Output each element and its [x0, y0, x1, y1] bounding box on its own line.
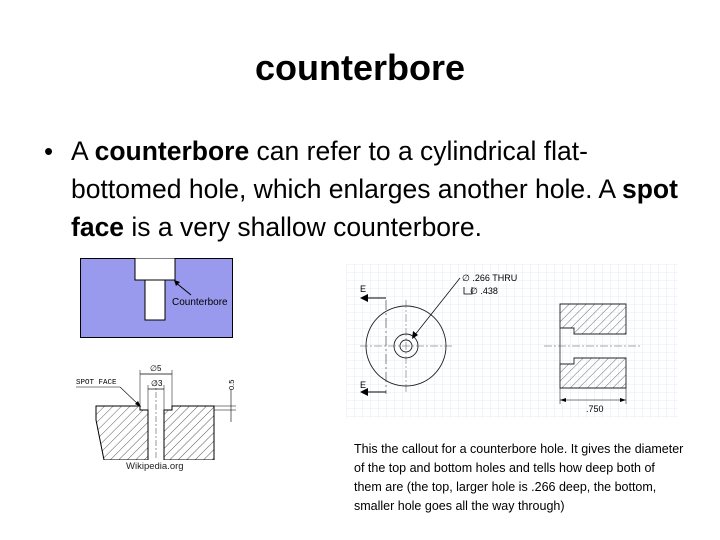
term-spot-face: spot face: [71, 174, 678, 242]
bullet-text-part1: A: [71, 136, 95, 166]
dim-length-label: .750: [586, 404, 604, 414]
term-counterbore: counterbore: [94, 136, 250, 166]
callout-line-1: ∅ .266 THRU: [462, 273, 518, 283]
spot-face-label: SPOT FACE: [76, 379, 117, 387]
drawing-grid-background: [346, 264, 678, 418]
bullet-text-part2: can refer to a cylindrical flat-bottomed hole, which enlarges another hole. A: [71, 136, 622, 204]
source-credit: Wikipedia.org: [126, 461, 184, 472]
bullet-text: [71, 132, 684, 246]
bullet-dot: •: [44, 136, 54, 166]
counterbore-through-hole: [145, 280, 165, 320]
counterbore-top-hole: [135, 258, 175, 280]
dim-outer-label: ∅5: [150, 364, 162, 373]
counterbore-diagram: [80, 258, 233, 338]
spot-face-material-right: [164, 406, 214, 460]
callout-caption: This the callout for a counterbore hole. It gives the diameter of the top and bottom holes and tells how deep both of them are (the top, larger hole is .266 deep, the bottom, smaller hole goes all the way through): [354, 442, 684, 513]
counterbore-label: Counterbore: [172, 297, 228, 308]
spot-face-diagram: [74, 360, 242, 460]
section-label-bottom: E: [360, 380, 367, 390]
bullet-point: [44, 132, 684, 246]
bullet-text-part3: is a very shallow counterbore.: [124, 212, 482, 242]
callout-drawing: [346, 264, 678, 418]
section-label-top: E: [360, 284, 367, 294]
dim-inner-label: ∅3: [151, 379, 163, 388]
spot-face-material-left: [96, 406, 148, 460]
dim-depth-label: 0.5: [227, 379, 236, 390]
slide-title: counterbore: [254, 47, 466, 88]
callout-line-2: ∅ .438: [470, 286, 498, 296]
